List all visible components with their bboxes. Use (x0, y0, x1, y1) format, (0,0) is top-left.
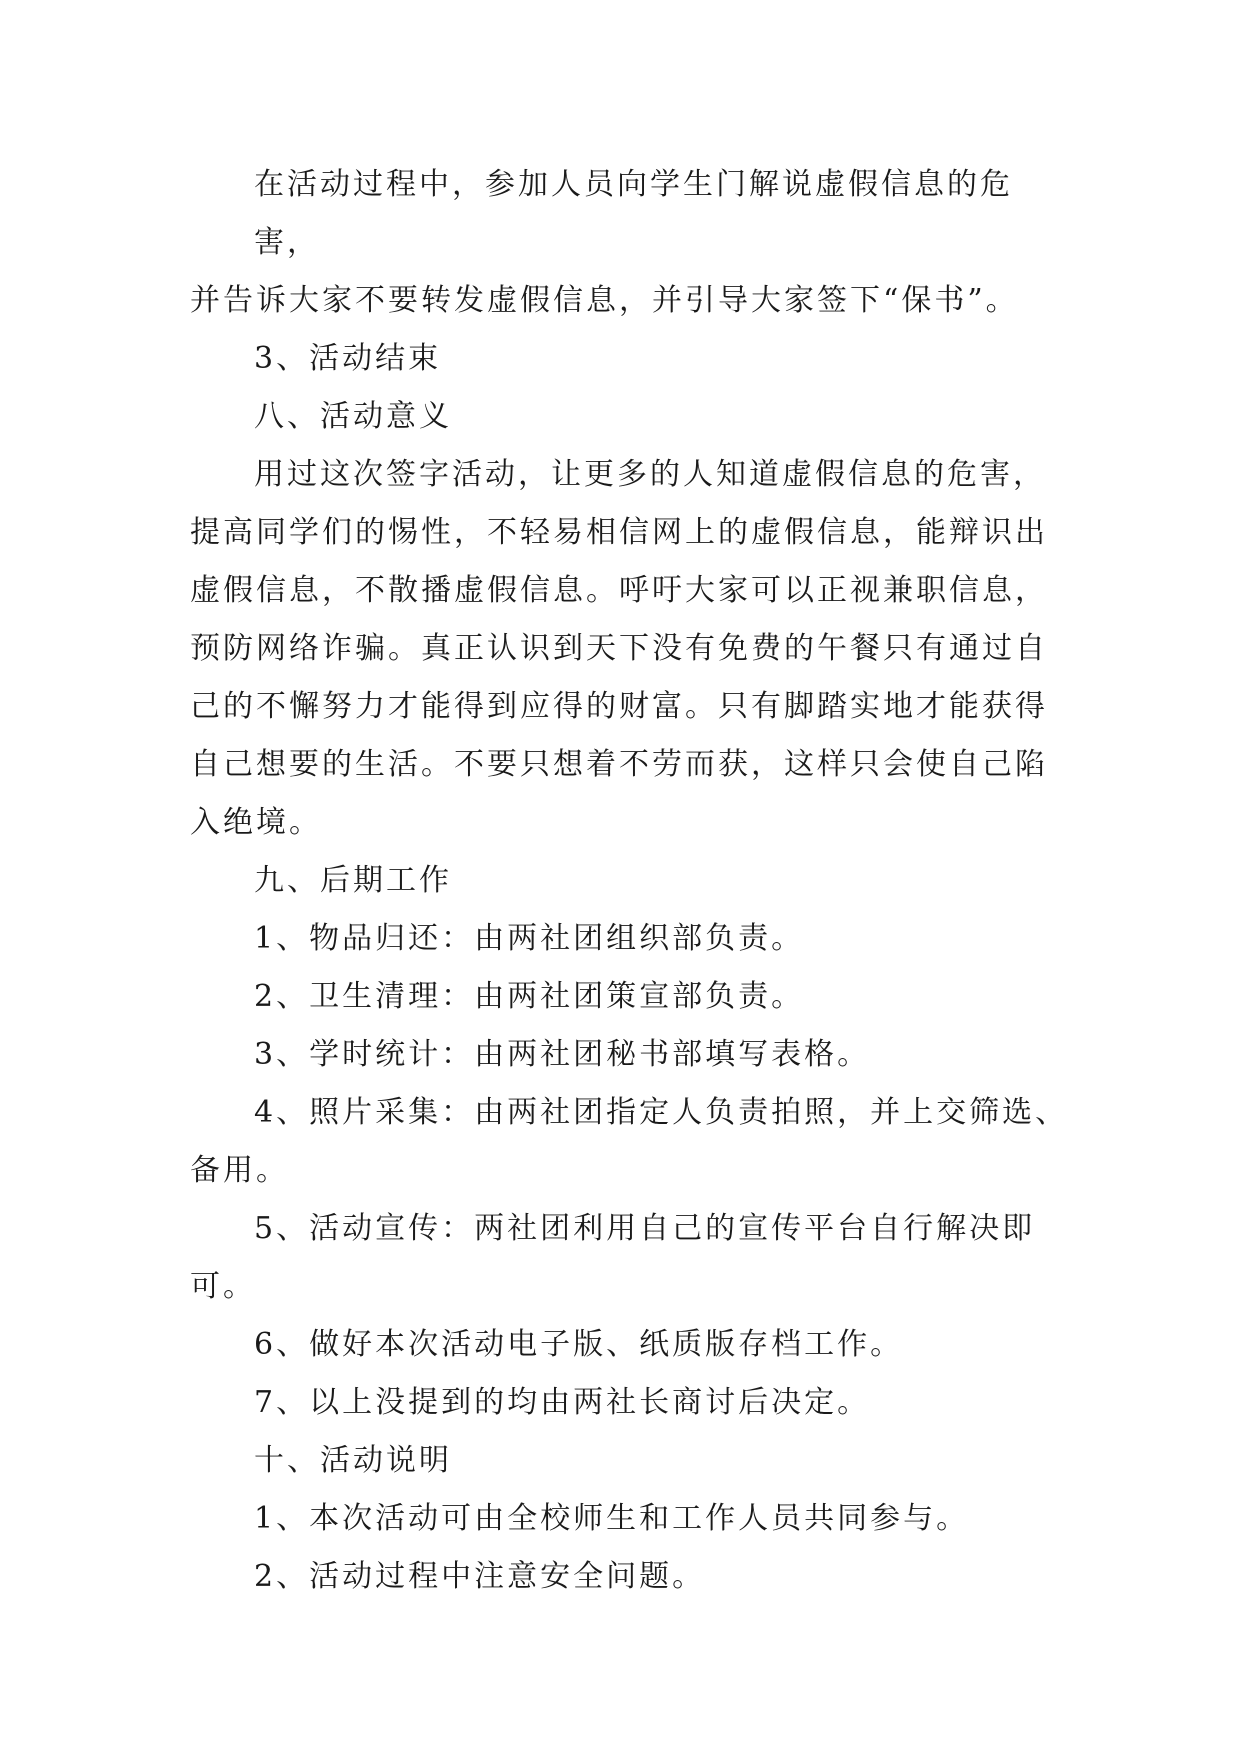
document-body (190, 156, 1070, 1606)
text-line: 4、照片采集：由两社团指定人负责拍照，并上交筛选、 (254, 1095, 1069, 1130)
text-line: 3、学时统计：由两社团秘书部填写表格。 (254, 1037, 871, 1072)
paragraph-significance (190, 446, 1070, 852)
text-line: 3、活动结束 (254, 341, 442, 376)
paragraph-activity-process (190, 156, 1070, 330)
text-line: 5、活动宣传：两社团利用自己的宣传平台自行解决即 (254, 1211, 1036, 1246)
text-line: 1、本次活动可由全校师生和工作人员共同参与。 (254, 1501, 970, 1536)
section-heading: 十、活动说明 (254, 1443, 452, 1478)
text-line: 6、做好本次活动电子版、纸质版存档工作。 (254, 1327, 904, 1362)
list-item-hours-stats (190, 1026, 1070, 1084)
list-item-publicity (190, 1200, 1070, 1316)
text-line: 预防网络诈骗。真正认识到天下没有免费的午餐只有通过自 (190, 631, 1048, 666)
text-line: 用过这次签字活动，让更多的人知道虚假信息的危害， (254, 457, 1046, 492)
text-line: 虚假信息，不散播虚假信息。呼吁大家可以正视兼职信息， (190, 573, 1048, 608)
text-line: 入绝境。 (190, 805, 322, 840)
list-item-archive (190, 1316, 1070, 1374)
list-item-photo-collection (190, 1084, 1070, 1200)
text-line: 并告诉大家不要转发虚假信息，并引导大家签下“保书”。 (190, 283, 1019, 318)
text-line: 己的不懈努力才能得到应得的财富。只有脚踏实地才能获得 (190, 689, 1048, 724)
heading-follow-up-work (190, 852, 1070, 910)
text-line: 1、物品归还：由两社团组织部负责。 (254, 921, 805, 956)
list-item-safety (190, 1548, 1070, 1606)
text-line: 2、活动过程中注意安全问题。 (254, 1559, 706, 1594)
text-line: 在活动过程中，参加人员向学生门解说虚假信息的危害， (254, 167, 1013, 260)
text-line: 7、以上没提到的均由两社长商讨后决定。 (254, 1385, 871, 1420)
list-item-return-items (190, 910, 1070, 968)
text-line: 2、卫生清理：由两社团策宣部负责。 (254, 979, 805, 1014)
list-item-cleanup (190, 968, 1070, 1026)
text-line: 提高同学们的惕性，不轻易相信网上的虚假信息，能辩识出 (190, 515, 1048, 550)
heading-activity-significance (190, 388, 1070, 446)
section-heading: 八、活动意义 (254, 399, 452, 434)
text-line: 自己想要的生活。不要只想着不劳而获，这样只会使自己陷 (190, 747, 1048, 782)
list-item-other-decisions (190, 1374, 1070, 1432)
section-heading: 九、后期工作 (254, 863, 452, 898)
heading-activity-notes (190, 1432, 1070, 1490)
text-line: 备用。 (190, 1153, 289, 1188)
paragraph-activity-end (190, 330, 1070, 388)
text-line: 可。 (190, 1269, 256, 1304)
list-item-participants (190, 1490, 1070, 1548)
